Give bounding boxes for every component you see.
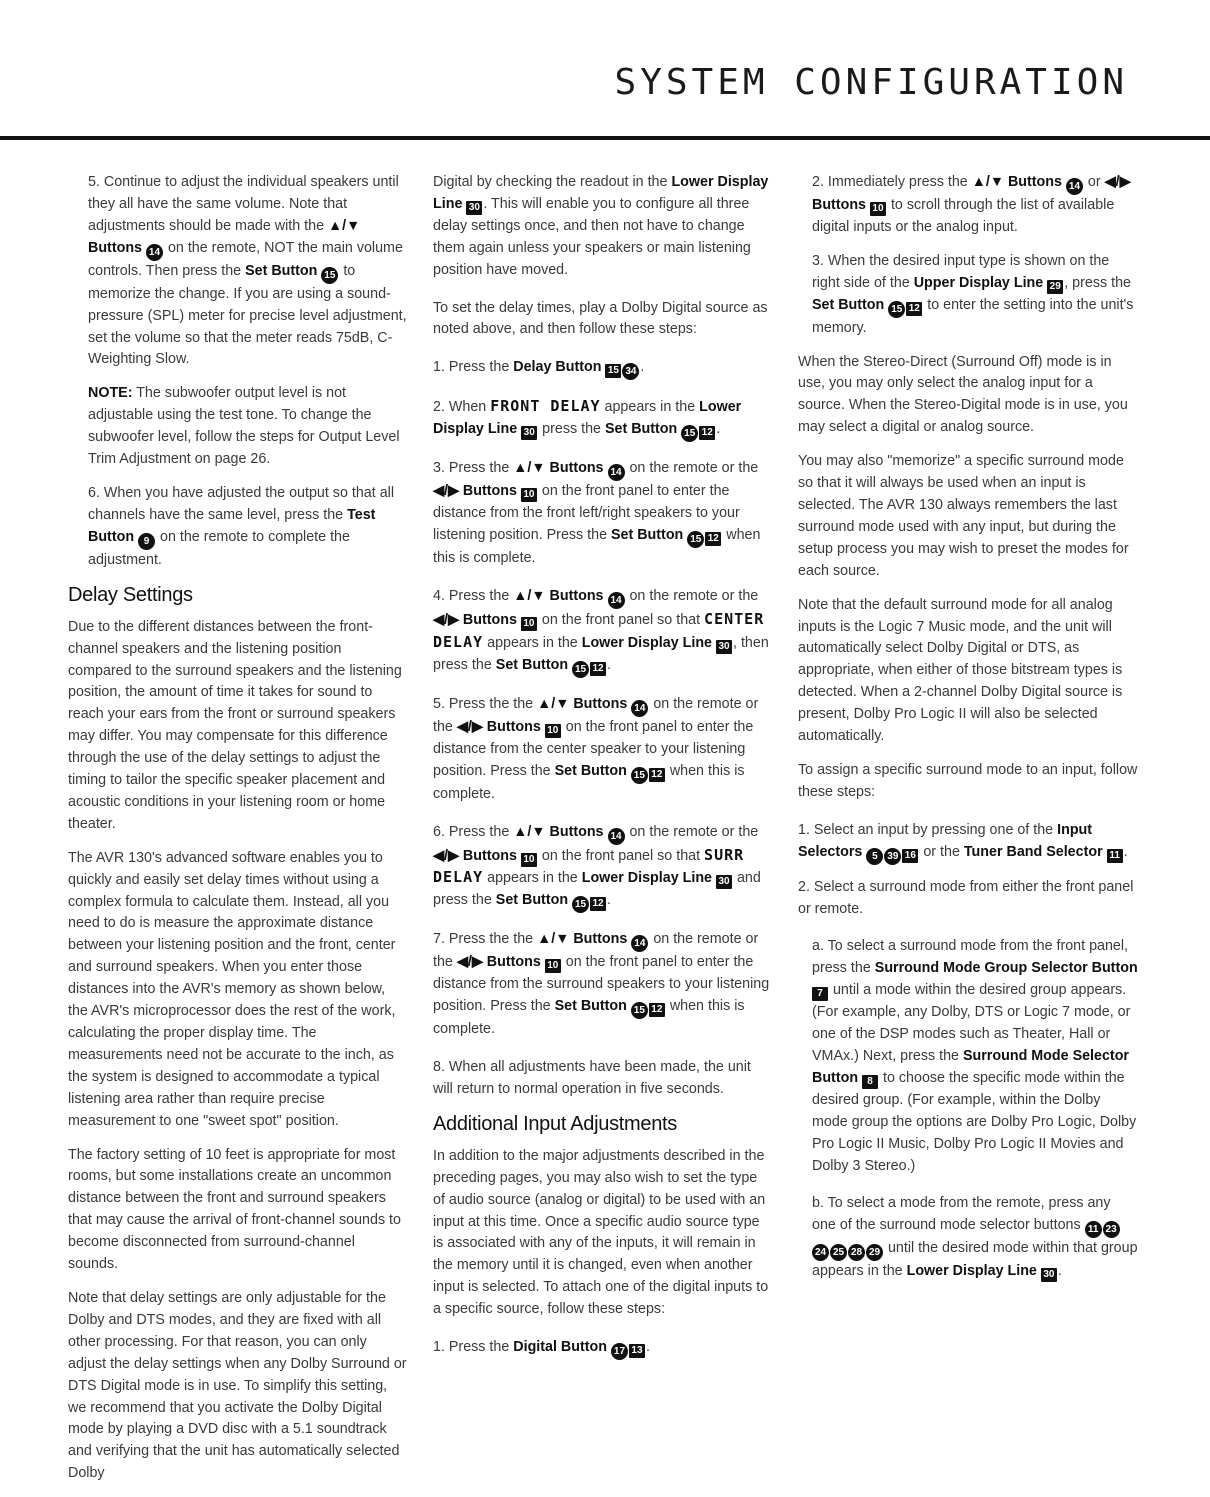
- remote-button-icon: 15: [631, 1002, 648, 1019]
- remote-button-icon: 14: [146, 244, 163, 261]
- front-panel-button-icon: 12: [699, 426, 715, 440]
- remote-button-icon: 14: [631, 700, 648, 717]
- delay-step-5: 5. Press the the ▲/▼ Buttons 14 on the remote or the ◀/▶ Buttons 10 on the front panel to enter the distance from the center speaker to your listening position. Press the Set Button 15 12 when this is complete.: [433, 695, 759, 802]
- front-panel-button-icon: 12: [649, 768, 665, 782]
- front-panel-button-icon: 11: [1107, 849, 1123, 863]
- column-middle: [433, 172, 773, 1372]
- delay-step-1: 1. Press the Delay Button 15 34 .: [433, 357, 773, 380]
- remote-button-icon: 15: [572, 661, 589, 678]
- remote-button-icon: 25: [830, 1244, 847, 1261]
- display-readout: SURR DELAY: [433, 845, 745, 887]
- remote-button-icon: 23: [1103, 1221, 1120, 1238]
- delay-paragraph-4: Note that delay settings are only adjustable for the Dolby and DTS modes, and they are fixed with all other processing. For that reason, you can only adjust the delay settings when any Dolby Surround or DTS Digital mode is in use. To simplify this setting, we recommend that you activate the Dolby Digital mode by playing a DVD disc with a 5.1 soundtrack and verifying that the unit has automatically selected Dolby: [68, 1289, 407, 1482]
- digital-step-2: 2. Immediately press the ▲/▼ Buttons 14 or ◀/▶ Buttons 10 to scroll through the list of available digital inputs or the analog input.: [812, 174, 1131, 235]
- delay-step-7: 7. Press the the ▲/▼ Buttons 14 on the remote or the ◀/▶ Buttons 10 on the front panel to enter the distance from the surround speakers to your listening position. Press the Set Button 15 12 when this is complete.: [433, 931, 770, 1038]
- stereo-mode-paragraph: When the Stereo-Direct (Surround Off) mode is in use, you may only select the analog input for a source. When the Stereo-Digital mode is in use, you may select a digital or analog source.: [798, 353, 1128, 436]
- mode-step-2: 2. Select a surround mode from either the front panel or remote.: [798, 878, 1134, 917]
- front-panel-button-icon: 30: [466, 201, 482, 215]
- memorize-paragraph: You may also "memorize" a specific surround mode so that it will always be used when an input is selected. The AVR 130 always remembers the last surround mode used with any input, but during the setup process you may wish to preset the modes for each source.: [798, 453, 1129, 579]
- mode-step-b: b. To select a mode from the remote, press any one of the surround mode selector buttons 11 2324 25 28 29 until the desired mode within that group appears in the Lower Display Line 30 .: [812, 1195, 1138, 1281]
- front-panel-button-icon: 30: [716, 875, 732, 889]
- remote-button-icon: 28: [848, 1244, 865, 1261]
- remote-button-icon: 34: [622, 363, 639, 380]
- display-readout: FRONT DELAY: [490, 397, 601, 416]
- display-readout: CENTER DELAY: [433, 609, 765, 651]
- column-right: [798, 172, 1138, 1295]
- additional-input-paragraph: In addition to the major adjustments described in the preceding pages, you may also wish to set the type of audio source (analog or digital) to be used with an input at this time. Once a specific audio source type is associated with any of the inputs, it will remain in the memory until it is changed, even when another input is selected. To attach one of the digital inputs to a specific source, follow these steps:: [433, 1147, 769, 1318]
- remote-button-icon: 15: [687, 531, 704, 548]
- front-panel-button-icon: 10: [521, 853, 537, 867]
- digital-step-1: 1. Press the Digital Button 17 13 .: [433, 1337, 773, 1360]
- front-panel-button-icon: 8: [862, 1075, 878, 1089]
- front-panel-button-icon: 12: [649, 1003, 665, 1017]
- delay-step-2: 2. When FRONT DELAY appears in the Lower Display Line 30 press the Set Button 15 12 .: [433, 396, 773, 442]
- remote-button-icon: 15: [631, 767, 648, 784]
- page-title: SYSTEM CONFIGURATION: [614, 62, 1128, 103]
- continuation-paragraph: Digital by checking the readout in the Lower Display Line 30 . This will enable you to configure all three delay settings once, and then not have to change them again unless your speakers or main listening position have moved.: [433, 174, 769, 278]
- note-paragraph: NOTE: The subwoofer output level is not adjustable using the test tone. To change the subwoofer level, follow the steps for Output Level Trim Adjustment on page 26.: [88, 385, 400, 468]
- front-panel-button-icon: 15: [605, 364, 621, 378]
- header-rule: [0, 136, 1210, 140]
- remote-button-icon: 39: [884, 848, 901, 865]
- default-mode-paragraph: Note that the default surround mode for all analog inputs is the Logic 7 Music mode, and the unit will automatically select Dolby Digital or DTS, as appropriate, when either of those bitstream types is detected. When a 2-channel Dolby Digital source is present, Dolby Pro Logic II will also be selected automatically.: [798, 596, 1123, 745]
- front-panel-button-icon: 16: [902, 849, 918, 863]
- remote-button-icon: 14: [631, 935, 648, 952]
- delay-paragraph-2: The AVR 130's advanced software enables you to quickly and easily set delay times without using a complex formula to calculate them. Instead, all you need to do is measure the approximate distance between your listening position and the front, center and surround speakers. When you enter those distances into the AVR's memory as shown below, the AVR's microprocessor does the rest of the work, calculating the proper display time. The measurements need not be accurate to the inch, as the system is designed to accommodate a typical listening area rather than require precise measurement to one "sweet spot" position.: [68, 849, 396, 1129]
- delay-step-8: 8. When all adjustments have been made, the unit will return to normal operation in five seconds.: [433, 1059, 751, 1097]
- delay-step-3: 3. Press the ▲/▼ Buttons 14 on the remote or the ◀/▶ Buttons 10 on the front panel to enter the distance from the front left/right speakers to your listening position. Press the Set Button 15 12 when this is complete.: [433, 460, 761, 567]
- delay-step-4: 4. Press the ▲/▼ Buttons 14 on the remote or the ◀/▶ Buttons 10 on the front panel so that CENTER DELAY appears in the Lower Display Line 30 , then press the Set Button 15 12 .: [433, 586, 773, 678]
- front-panel-button-icon: 12: [590, 662, 606, 676]
- remote-button-icon: 14: [1066, 178, 1083, 195]
- column-left: [68, 172, 408, 1497]
- step-6-paragraph: 6. When you have adjusted the output so that all channels have the same level, press the Test Button 9 on the remote to complete the adjustment.: [88, 484, 395, 568]
- front-panel-button-icon: 10: [870, 202, 886, 216]
- delay-settings-heading: Delay Settings: [68, 583, 193, 606]
- front-panel-button-icon: 10: [545, 724, 561, 738]
- front-panel-button-icon: 10: [545, 959, 561, 973]
- remote-button-icon: 15: [681, 425, 698, 442]
- front-panel-button-icon: 12: [906, 302, 922, 316]
- front-panel-button-icon: 10: [521, 488, 537, 502]
- remote-button-icon: 11: [1085, 1221, 1102, 1238]
- remote-button-icon: 17: [611, 1343, 628, 1360]
- remote-button-icon: 14: [608, 828, 625, 845]
- remote-button-icon: 29: [866, 1244, 883, 1261]
- digital-step-3: 3. When the desired input type is shown on the right side of the Upper Display Line 29 , press the Set Button 15 12 to enter the setting into the unit's memory.: [812, 252, 1134, 336]
- additional-input-heading: Additional Input Adjustments: [433, 1112, 677, 1135]
- delay-step-6: 6. Press the ▲/▼ Buttons 14 on the remote or the ◀/▶ Buttons 10 on the front panel so that SURR DELAY appears in the Lower Display Line 30 and press the Set Button 15 12 .: [433, 822, 773, 914]
- mode-step-a: a. To select a surround mode from the front panel, press the Surround Mode Group Selector Button 7 until a mode within the desired group appears. (For example, any Dolby, DTS or Logic 7 mode, or one of the DSP modes such as Theater, Hall or VMAx.) Next, press the Surround Mode Selector Button 8 to choose the specific mode within the desired group. (For example, within the Dolby mode group the options are Dolby Pro Logic, Dolby Pro Logic II Music, Dolby Pro Logic II Movies and Dolby 3 Stereo.): [812, 938, 1138, 1174]
- remote-button-icon: 14: [608, 592, 625, 609]
- mode-step-1: 1. Select an input by pressing one of the Input Selectors 5 39 16 or the Tuner Band Selector 11 .: [798, 820, 1138, 865]
- front-panel-button-icon: 10: [521, 617, 537, 631]
- remote-button-icon: 9: [138, 533, 155, 550]
- front-panel-button-icon: 13: [629, 1344, 645, 1358]
- delay-paragraph-3: The factory setting of 10 feet is appropriate for most rooms, but some installations create an uncommon distance between the front and surround speakers that may cause the arrival of front-channel sounds to become disconnected from surround-channel sounds.: [68, 1146, 401, 1273]
- delay-intro-paragraph: To set the delay times, play a Dolby Digital source as noted above, and then follow these steps:: [433, 299, 768, 338]
- remote-button-icon: 15: [888, 301, 905, 318]
- front-panel-button-icon: 30: [716, 640, 732, 654]
- front-panel-button-icon: 30: [521, 426, 537, 440]
- remote-button-icon: 15: [321, 267, 338, 284]
- assign-intro-paragraph: To assign a specific surround mode to an input, follow these steps:: [798, 761, 1138, 800]
- front-panel-button-icon: 29: [1047, 280, 1063, 294]
- remote-button-icon: 14: [608, 464, 625, 481]
- remote-button-icon: 15: [572, 896, 589, 913]
- delay-paragraph-1: Due to the different distances between the front-channel speakers and the listening position compared to the surround speakers and the listening position, the amount of time it takes for sound to reach your ears from the front or surround speakers may differ. You may compensate for this difference through the use of the delay settings to adjust the timing to tailor the specific speaker placement and acoustic conditions in your listening room or home theater.: [68, 618, 402, 832]
- step-5-paragraph: 5. Continue to adjust the individual speakers until they all have the same volume. Note that adjustments should be made with the ▲/▼ Buttons 14 on the remote, NOT the main volume controls. Then press the Set Button 15 to memorize the change. If you are using a sound-pressure (SPL) meter for precise level adjustment, set the volume so that the meter reads 75dB, C-Weighting Slow.: [88, 174, 407, 368]
- remote-button-icon: 5: [866, 848, 883, 865]
- front-panel-button-icon: 7: [812, 987, 828, 1001]
- front-panel-button-icon: 12: [590, 897, 606, 911]
- remote-button-icon: 24: [812, 1244, 829, 1261]
- front-panel-button-icon: 30: [1041, 1268, 1057, 1282]
- front-panel-button-icon: 12: [705, 532, 721, 546]
